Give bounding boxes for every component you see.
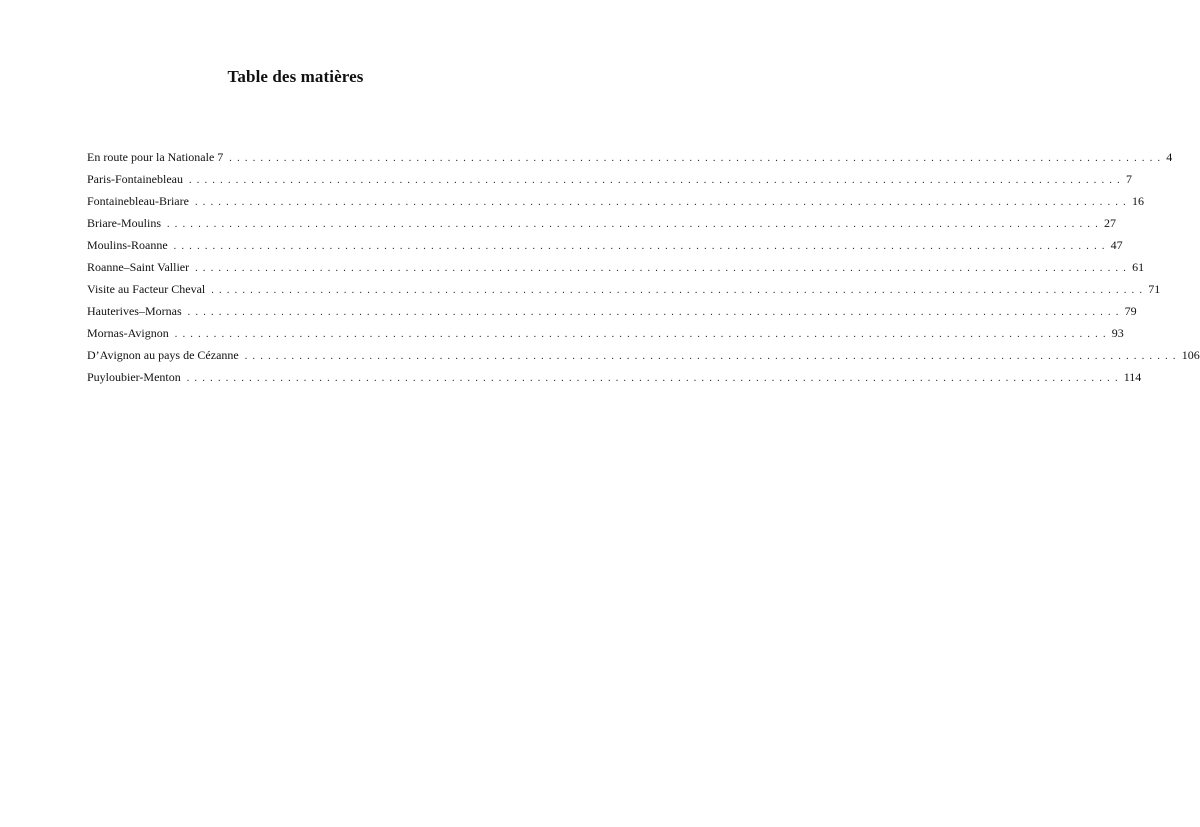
dot-leader: ........................................................................................................................ xyxy=(211,285,1148,296)
toc-entry-page: 16 xyxy=(1131,194,1144,208)
table-of-contents xyxy=(87,146,1200,388)
dot-leader: ........................................................................................................................ xyxy=(194,197,1131,208)
toc-entry[interactable] xyxy=(87,300,1137,322)
toc-entry-page: 47 xyxy=(1110,238,1123,252)
dot-leader: ........................................................................................................................ xyxy=(244,351,1181,362)
toc-entry-page: 79 xyxy=(1124,304,1137,318)
toc-entry-page: 27 xyxy=(1104,216,1116,230)
toc-entry[interactable] xyxy=(87,344,1200,366)
toc-entry-title: Fontainebleau-Briare xyxy=(87,194,189,208)
dot-leader: ........................................................................................................................ xyxy=(186,373,1123,384)
toc-entry-title: Puyloubier-Menton xyxy=(87,370,181,384)
toc-entry-title: Paris-Fontainebleau xyxy=(87,172,183,186)
dot-leader: ........................................................................................................................ xyxy=(188,175,1125,186)
toc-entry[interactable] xyxy=(87,256,1145,278)
toc-entry[interactable] xyxy=(87,366,1142,388)
toc-entry-title: Visite au Facteur Cheval xyxy=(87,282,206,296)
toc-entry-page: 114 xyxy=(1123,370,1142,384)
dot-leader: ........................................................................................................................ xyxy=(167,219,1103,230)
toc-entry-title: Roanne–Saint Vallier xyxy=(87,260,190,274)
toc-entry[interactable] xyxy=(87,212,1116,234)
dot-leader: ........................................................................................................................ xyxy=(187,307,1124,318)
toc-entry[interactable] xyxy=(87,146,1173,168)
toc-entry[interactable] xyxy=(87,234,1123,256)
toc-entry[interactable] xyxy=(87,190,1144,212)
toc-entry-page: 4 xyxy=(1166,150,1173,164)
toc-entry[interactable] xyxy=(87,168,1132,190)
dot-leader: ........................................................................................................................ xyxy=(173,241,1110,252)
toc-entry-title: Hauterives–Mornas xyxy=(87,304,182,318)
dot-leader: ........................................................................................................................ xyxy=(195,263,1132,274)
toc-entry-title: Mornas-Avignon xyxy=(87,326,169,340)
toc-entry[interactable] xyxy=(87,322,1124,344)
toc-entry-title: D’Avignon au pays de Cézanne xyxy=(87,348,239,362)
toc-entry-page: 106 xyxy=(1181,348,1200,362)
toc-entry-page: 71 xyxy=(1148,282,1161,296)
toc-entry-page: 93 xyxy=(1111,326,1124,340)
toc-entry-page: 61 xyxy=(1132,260,1145,274)
toc-entry-title: En route pour la Nationale 7 xyxy=(87,150,224,164)
page-title: Table des matières xyxy=(227,67,364,86)
toc-entry-page: 7 xyxy=(1125,172,1132,186)
dot-leader: ........................................................................................................................ xyxy=(229,153,1166,164)
toc-entry-title: Moulins-Roanne xyxy=(87,238,168,252)
dot-leader: ........................................................................................................................ xyxy=(174,329,1111,340)
toc-entry[interactable] xyxy=(87,278,1161,300)
toc-entry-title: Briare-Moulins xyxy=(87,216,161,230)
